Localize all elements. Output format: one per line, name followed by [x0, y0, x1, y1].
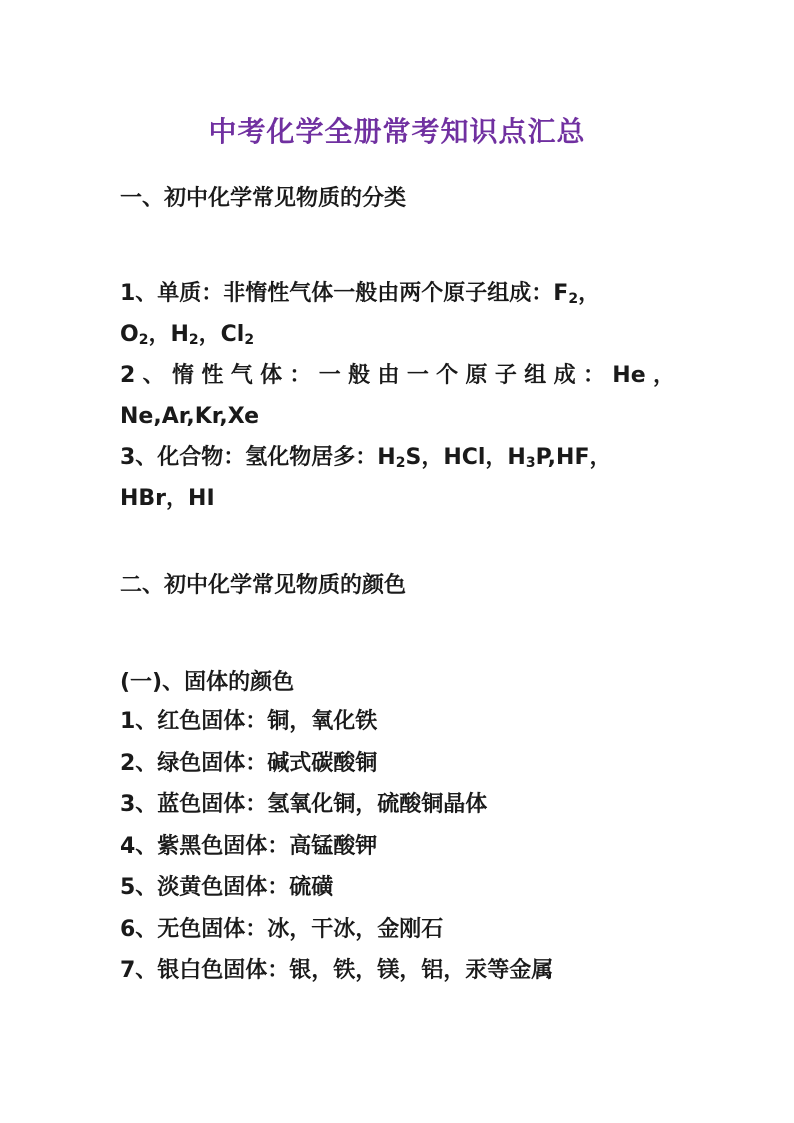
- paragraph-noble-gases: [120, 355, 675, 437]
- solid-colors-list: [120, 701, 553, 992]
- page-title: 中考化学全册常考知识点汇总: [208, 115, 586, 148]
- list-item: 3、蓝色固体：氢氧化铜，硫酸铜晶体: [120, 792, 488, 817]
- section-heading-colors: 二、初中化学常见物质的颜色: [120, 573, 407, 598]
- list-item: 1、红色固体：铜，氧化铁: [120, 709, 378, 734]
- elements-line-2: $O_2$，$H_2$，$Cl_2$: [120, 322, 255, 348]
- list-item: 2、绿色固体：碱式碳酸铜: [120, 750, 378, 776]
- elements-line-1: 1、单质：非惰性气体一般由两个原子组成：$F_2$，: [120, 281, 601, 307]
- list-item: 4、紫黑色固体：高锰酸钾: [120, 833, 378, 859]
- list-item: 6、无色固体：冰，干冰，金刚石: [120, 916, 444, 942]
- subheading-solid-colors: (一)、固体的颜色: [120, 670, 295, 695]
- section-heading-classification: 一、初中化学常见物质的分类: [120, 186, 407, 211]
- list-item: 7、银白色固体：银，铁，镁，铝，汞等金属: [120, 958, 554, 983]
- compounds-line-2: HBr，HI: [120, 486, 215, 511]
- compounds-line-1: 3、化合物：氢化物居多：$H_2S$，HCl，$H_3P,HF$，: [120, 445, 612, 471]
- noble-gases-line-2: Ne,Ar,Kr,Xe: [120, 404, 260, 429]
- paragraph-elements: [120, 273, 675, 355]
- list-item: 5、淡黄色固体：硫磺: [120, 875, 334, 900]
- paragraph-compounds: [120, 437, 675, 519]
- noble-gases-line-1: 2、惰性气体：一般由一个原子组成：He，: [120, 363, 675, 388]
